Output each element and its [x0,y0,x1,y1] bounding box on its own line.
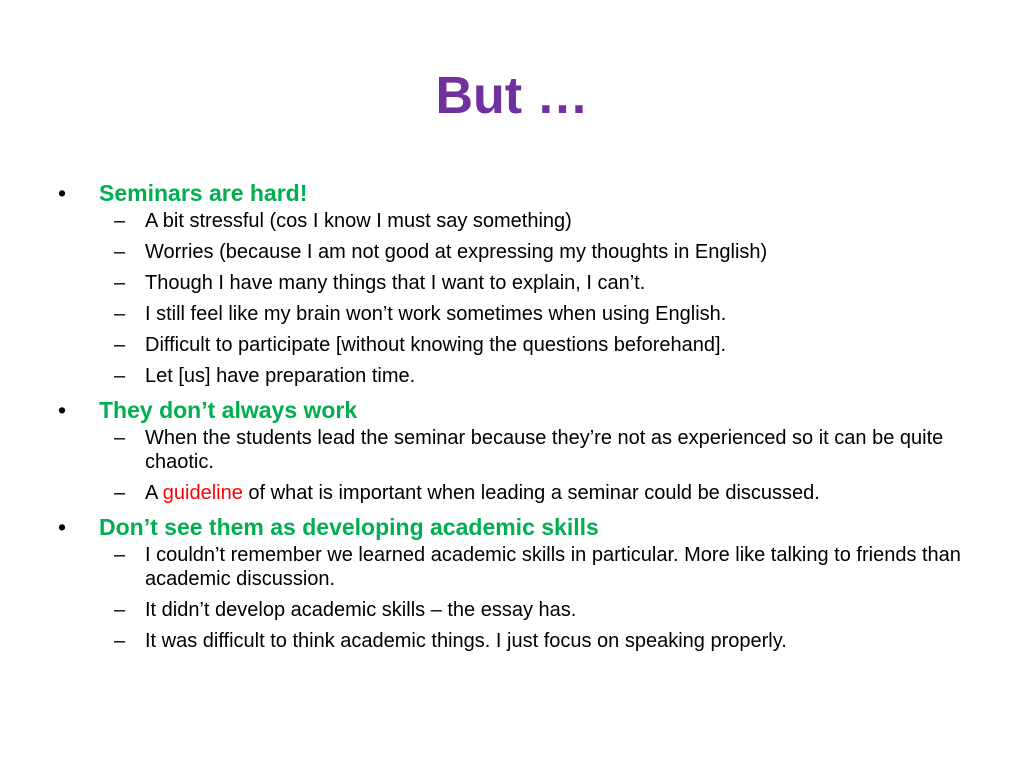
dash-icon: – [114,630,126,652]
highlighted-word: guideline [162,482,243,504]
list-item [58,426,968,474]
list-item [58,302,968,326]
list-item-text: It didn’t develop academic skills – the essay has. [145,599,577,621]
list-item [58,481,968,505]
dash-icon: – [114,427,126,449]
slide-title: But … [435,67,589,125]
list-item [58,598,968,622]
list-item-text: Though I have many things that I want to explain, I can’t. [145,272,646,294]
section-heading [58,178,968,208]
list-item [58,240,968,264]
list-item-text: Worries (because I am not good at expressing my thoughts in English) [145,241,768,263]
bullet-icon: • [58,514,67,540]
list-item [58,333,968,357]
list-item [58,629,968,653]
dash-icon: – [114,482,126,504]
dash-icon: – [114,272,126,294]
list-item-text: When the students lead the seminar because they’re not as experienced so it can be quite chaotic. [145,427,944,473]
section-seminars-hard [58,178,968,388]
bullet-icon: • [58,180,67,206]
section-academic-skills [58,512,968,653]
list-item-text: Difficult to participate [without knowing the questions beforehand]. [145,334,727,356]
dash-icon: – [114,210,126,232]
list-item-text: A bit stressful (cos I know I must say something) [145,210,572,232]
section-heading [58,395,968,425]
section-dont-always-work [58,395,968,505]
section-heading-text: Seminars are hard! [99,180,308,206]
section-heading-text: Don’t see them as developing academic skills [99,514,599,540]
dash-icon: – [114,241,126,263]
list-item-text-pre: A [145,482,163,504]
bullet-icon: • [58,397,67,423]
dash-icon: – [114,365,126,387]
list-item [58,543,968,591]
list-item [58,209,968,233]
section-heading [58,512,968,542]
bullet-list [58,178,968,660]
list-item-text: I couldn’t remember we learned academic skills in particular. More like talking to friends than academic discussion. [145,544,961,590]
list-item-text: Let [us] have preparation time. [145,365,416,387]
section-heading-text: They don’t always work [99,397,358,423]
list-item-text-post: of what is important when leading a seminar could be discussed. [242,482,820,504]
list-item-text: It was difficult to think academic things. I just focus on speaking properly. [145,630,787,652]
dash-icon: – [114,334,126,356]
dash-icon: – [114,599,126,621]
list-item [58,364,968,388]
list-item-text: I still feel like my brain won’t work sometimes when using English. [145,303,727,325]
dash-icon: – [114,303,126,325]
dash-icon: – [114,544,126,566]
list-item [58,271,968,295]
